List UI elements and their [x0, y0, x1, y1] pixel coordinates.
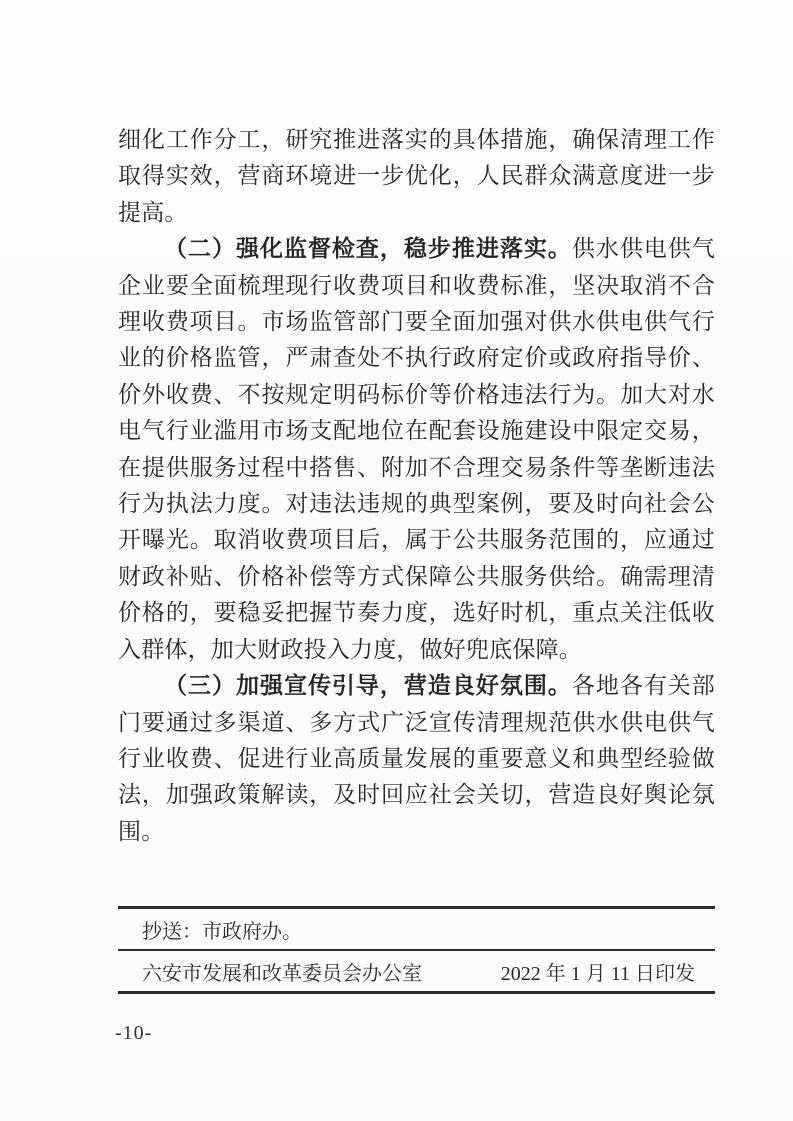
section-2-heading: （二）强化监督检查，稳步推进落实。	[164, 236, 572, 262]
body-paragraph-section-3	[118, 668, 715, 850]
page-number: -10-	[115, 1022, 153, 1044]
footer-bottom-rule	[118, 991, 715, 994]
paragraph-text: 供水供电供气企业要全面梳理现行收费项目和收费标准，坚决取消不合理收费项目。市场监管部门要全面加强对供水供电供气行业的价格监管，严肃查处不执行政府定价或政府指导价、价外收费、不按规定明码标价等价格违法行为。加大对水电气行业滥用市场支配地位在配套设施建设中限定交易，在提供服务过程中搭售、附加不合理交易条件等垄断违法行为执法力度。对违法违规的典型案例，要及时向社会公开曝光。取消收费项目后，属于公共服务范围的，应通过财政补贴、价格补偿等方式保障公共服务供给。确需理清价格的，要稳妥把握节奏力度，选好时机，重点关注低收入群体，加大财政投入力度，做好兜底保障。	[118, 236, 715, 662]
paragraph-text: 细化工作分工，研究推进落实的具体措施，确保清理工作取得实效，营商环境进一步优化，人民群众满意度进一步提高。	[118, 127, 715, 225]
cc-line: 抄送：市政府办。	[142, 920, 302, 943]
issuer-row	[118, 951, 715, 991]
document-body	[118, 122, 715, 850]
body-paragraph-continuation	[118, 122, 715, 231]
cc-row	[118, 909, 715, 949]
issuing-office: 六安市发展和改革委员会办公室	[142, 962, 422, 985]
print-date: 2022 年 1 月 11 日印发	[500, 962, 695, 985]
body-paragraph-section-2	[118, 231, 715, 668]
paragraph-text: 各地各有关部门要通过多渠道、多方式广泛宣传清理规范供水供电供气行业收费、促进行业高质量发展的重要意义和典型经验做法，加强政策解读，及时回应社会关切，营造良好舆论氛围。	[118, 673, 715, 844]
section-3-heading: （三）加强宣传引导，营造良好氛围。	[164, 673, 572, 699]
document-footer	[118, 906, 715, 994]
